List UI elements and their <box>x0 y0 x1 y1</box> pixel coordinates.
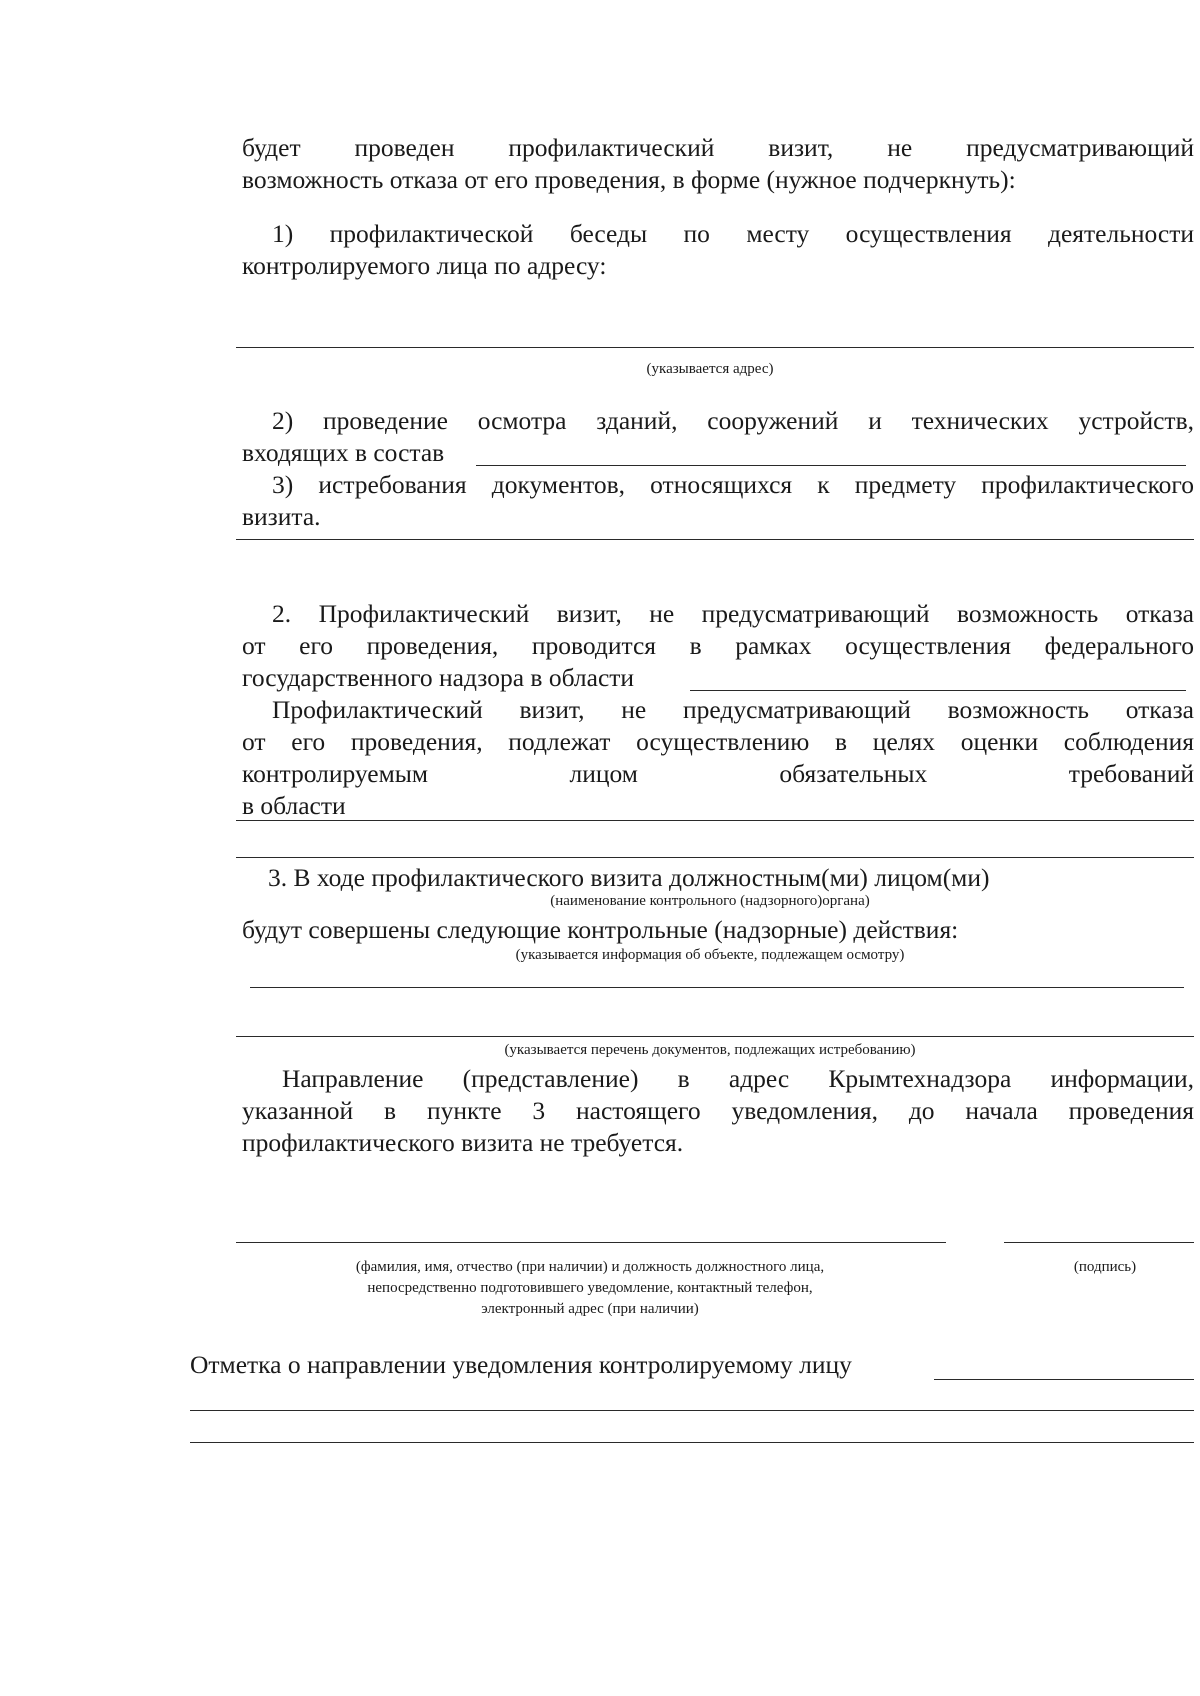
word-requirements: требований <box>1068 759 1194 788</box>
supervision-field-line[interactable] <box>690 690 1186 691</box>
section3-caption-1: (наименование контрольного (надзорного)органа) <box>550 893 870 909</box>
section3-line-2: будут совершены следующие контрольные (надзорные) действия: <box>242 915 959 944</box>
item3-line-2: визита. <box>242 502 321 531</box>
area-field-line-2[interactable] <box>236 857 1194 858</box>
section3-caption-2: (указывается информация об объекте, подлежащем осмотру) <box>515 947 905 963</box>
official-caption-line-3: электронный адрес (при наличии) <box>481 1301 699 1317</box>
section2-line-1: 2. Профилактический визит, не предусматривающий возможность отказа <box>272 599 1194 628</box>
mark-label: Отметка о направлении уведомления контролируемому лицу <box>190 1350 852 1379</box>
area-field-line[interactable] <box>236 820 1194 821</box>
word-controlled: контролируемым <box>242 759 429 788</box>
section2-p2-line-1: Профилактический визит, не предусматривающий возможность отказа <box>272 695 1194 724</box>
signature-caption: (подпись) <box>1073 1259 1137 1275</box>
item3-line-1: 3) истребования документов, относящихся к предмету профилактического <box>272 470 1194 499</box>
section2-line-3: государственного надзора в области <box>242 663 635 692</box>
section2-p2-line-2: от его проведения, подлежат осуществлению в целях оценки соблюдения <box>242 727 1194 756</box>
word-mandatory: обязательных <box>779 759 928 788</box>
section3-p-line-1: Направление (представление) в адрес Крымтехнадзора информации, <box>282 1064 1194 1093</box>
signature-line[interactable] <box>1004 1242 1194 1243</box>
composition-line[interactable] <box>476 465 1186 466</box>
section3-p-line-2: указанной в пункте 3 настоящего уведомления, до начала проведения <box>242 1096 1194 1125</box>
section3-p-line-3: профилактического визита не требуется. <box>242 1128 684 1157</box>
intro-line-2: возможность отказа от его проведения, в форме (нужное подчеркнуть): <box>242 165 1016 194</box>
mark-line-3[interactable] <box>190 1442 1194 1443</box>
documents-line[interactable] <box>236 1036 1194 1037</box>
official-caption-line-1: (фамилия, имя, отчество (при наличии) и должность должностного лица, <box>355 1259 825 1275</box>
address-caption: (указывается адрес) <box>646 361 774 377</box>
item2-line-2: входящих в состав <box>242 438 445 467</box>
item1-line-1: 1) профилактической беседы по месту осуществления деятельности <box>272 219 1194 248</box>
mark-line-2[interactable] <box>190 1410 1194 1411</box>
item1-line-2: контролируемого лица по адресу: <box>242 251 607 280</box>
mark-field-line[interactable] <box>934 1379 1194 1380</box>
word-person: лицом <box>569 759 638 788</box>
section3-line-1: 3. В ходе профилактического визита должностным(ми) лицом(ми) <box>268 863 990 892</box>
section2-line-2: от его проведения, проводится в рамках осуществления федерального <box>242 631 1194 660</box>
intro-line-1: будет проведен профилактический визит, не предусматривающий <box>242 133 1194 162</box>
section3-caption-3: (указывается перечень документов, подлежащих истребованию) <box>504 1042 916 1058</box>
official-name-line[interactable] <box>236 1242 946 1243</box>
item2-line-1: 2) проведение осмотра зданий, сооружений и технических устройств, <box>272 406 1194 435</box>
official-caption <box>250 1257 930 1320</box>
section2-p2-line-4: в области <box>242 791 346 820</box>
item3-line[interactable] <box>236 539 1194 540</box>
address-line[interactable] <box>236 347 1194 348</box>
section2-p2-line-3 <box>242 758 1194 790</box>
official-caption-line-2: непосредственно подготовившего уведомление, контактный телефон, <box>367 1280 813 1296</box>
inspection-object-line[interactable] <box>250 987 1184 988</box>
